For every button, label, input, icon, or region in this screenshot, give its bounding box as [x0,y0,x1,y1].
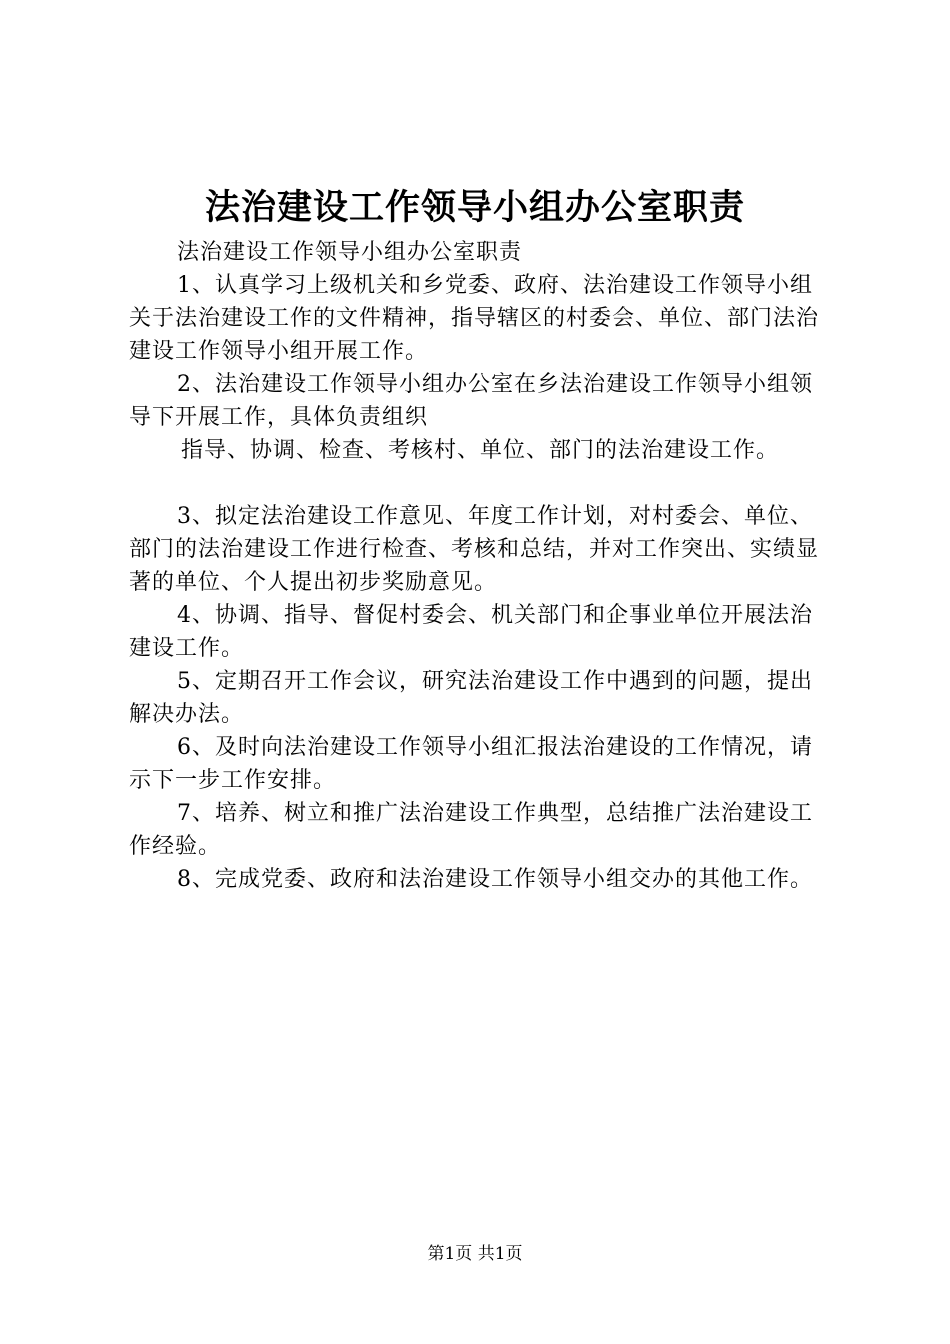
paragraph-item-5: 5、定期召开工作会议，研究法治建设工作中遇到的问题，提出解决办法。 [129,669,813,727]
document-title: 法治建设工作领导小组办公室职责 [204,187,745,228]
paragraph-item-3: 3、拟定法治建设工作意见、年度工作计划，对村委会、单位、部门的法治建设工作进行检查、考核和总结，并对工作突出、实绩显著的单位、个人提出初步奖励意见。 [129,504,820,595]
page-number-footer: 第1页 共1页 [427,1244,523,1264]
paragraph-item-4: 4、协调、指导、督促村委会、机关部门和企事业单位开展法治建设工作。 [129,603,813,661]
paragraph-item-1: 1、认真学习上级机关和乡党委、政府、法治建设工作领导小组关于法治建设工作的文件精神，指导辖区的村委会、单位、部门法治建设工作领导小组开展工作。 [129,273,820,364]
paragraph-item-6: 6、及时向法治建设工作领导小组汇报法治建设的工作情况，请示下一步工作安排。 [129,735,813,793]
paragraph-item-8: 8、完成党委、政府和法治建设工作领导小组交办的其他工作。 [177,867,813,892]
paragraph-heading: 法治建设工作领导小组办公室职责 [177,240,523,265]
paragraph-item-7: 7、培养、树立和推广法治建设工作典型，总结推广法治建设工作经验。 [129,801,813,859]
paragraph-item-2-continued: 指导、协调、检查、考核村、单位、部门的法治建设工作。 [181,438,780,463]
document-body [129,236,829,896]
paragraph-item-2: 2、法治建设工作领导小组办公室在乡法治建设工作领导小组领导下开展工作，具体负责组织 [129,372,813,430]
